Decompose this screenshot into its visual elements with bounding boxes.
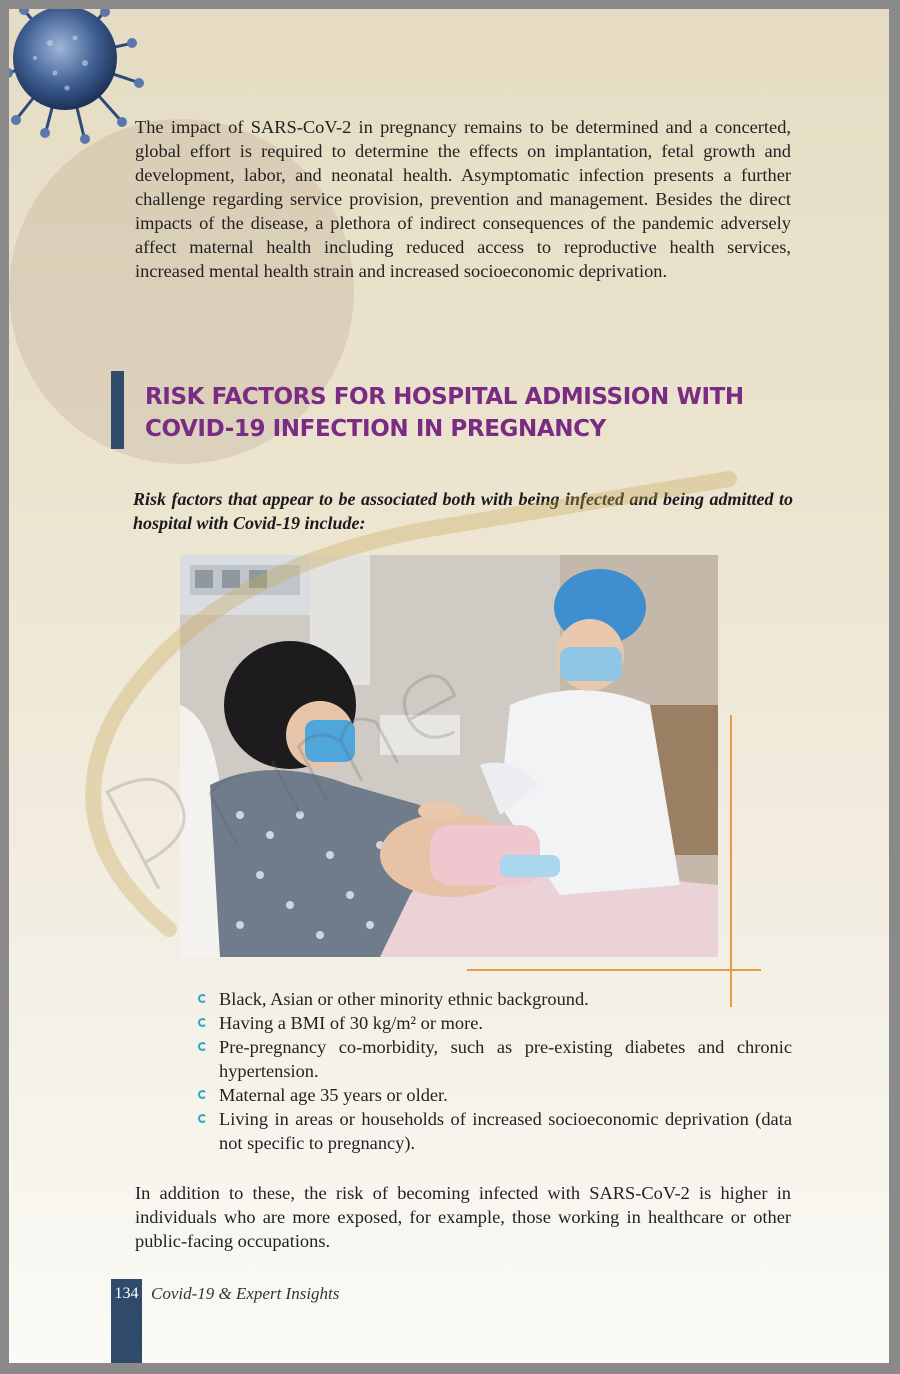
- list-item: Maternal age 35 years or older.: [195, 1083, 792, 1107]
- orange-horizontal-rule: [467, 969, 761, 971]
- orange-vertical-rule: [730, 715, 732, 1007]
- bullet-ring-icon: [198, 1018, 207, 1027]
- coronavirus-icon: [9, 9, 155, 153]
- book-title: Covid-19 & Expert Insights: [151, 1284, 340, 1303]
- heading-accent-bar: [111, 371, 124, 449]
- heading-line-2: COVID-19 INFECTION IN PREGNANCY: [145, 416, 606, 442]
- intro-paragraph: The impact of SARS-CoV-2 in pregnancy remains to be determined and a concerted, global effort is required to determine the effects on implantation, fetal growth and development, labor, and neonatal health. Asymptomatic infection presents a further challenge regarding service provision, prevention and management. Besides the direct impacts of the disease, a plethora of indirect consequences of the pandemic adversely affect maternal health including reduced access to reproductive health services, increased mental health strain and increased socioeconomic deprivation.: [135, 117, 791, 281]
- bullet-ring-icon: [198, 1042, 207, 1051]
- lead-paragraph: Risk factors that appear to be associated both with being infected and being admitted to hospital with Covid-19 include:: [133, 489, 793, 533]
- heading-line-1: RISK FACTORS FOR HOSPITAL ADMISSION WITH: [145, 384, 744, 410]
- bullet-ring-icon: [198, 1114, 207, 1123]
- list-item: Living in areas or households of increased socioeconomic deprivation (data not specific to pregnancy).: [195, 1107, 792, 1155]
- closing-paragraph: In addition to these, the risk of becoming infected with SARS-CoV-2 is higher in individuals who are more exposed, for example, those working in healthcare or other public-facing occupations.: [135, 1183, 791, 1251]
- bullet-ring-icon: [198, 1090, 207, 1099]
- risk-factor-list: [195, 987, 792, 1155]
- section-heading: [145, 381, 785, 445]
- hospital-photo: [180, 555, 718, 957]
- document-page: [9, 9, 889, 1363]
- bullet-ring-icon: [198, 994, 207, 1003]
- list-item: Pre-pregnancy co-morbidity, such as pre-existing diabetes and chronic hypertension.: [195, 1035, 792, 1083]
- page-number: 134: [114, 1285, 139, 1302]
- list-item: Black, Asian or other minority ethnic background.: [195, 987, 792, 1011]
- list-item: Having a BMI of 30 kg/m² or more.: [195, 1011, 792, 1035]
